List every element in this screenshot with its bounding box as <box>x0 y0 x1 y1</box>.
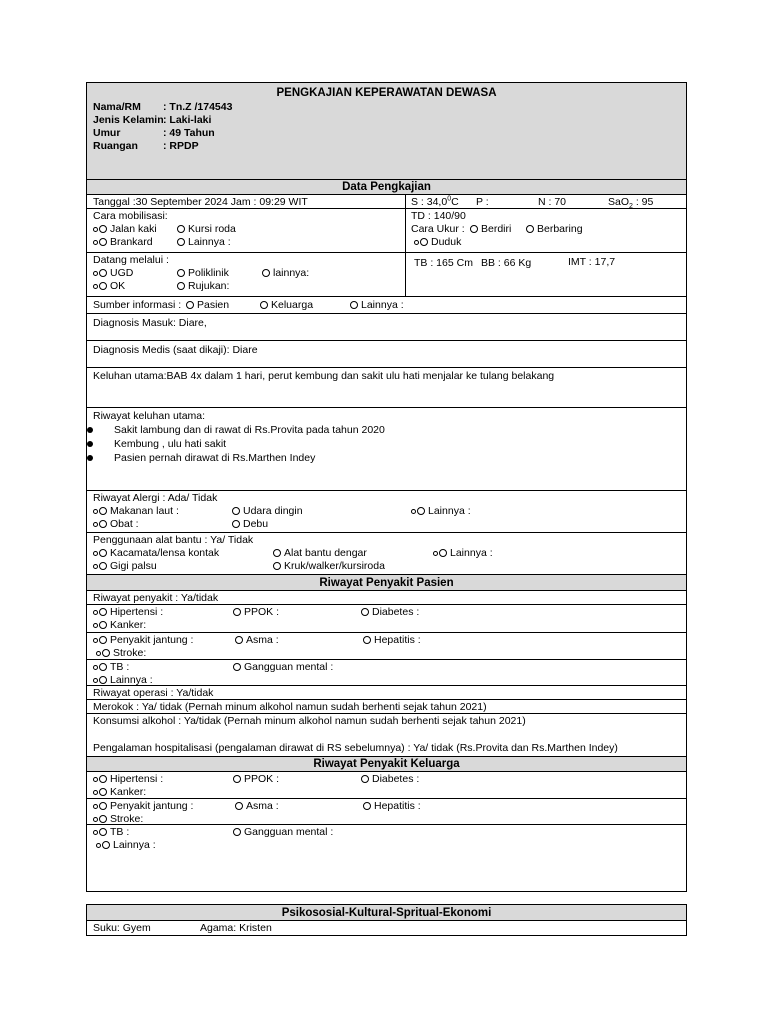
merokok: Merokok : Ya/ tidak (Pernah minum alkohol namun sudah berhenti sejak tahun 2021) <box>93 701 487 713</box>
option-kanker[interactable]: Kanker: <box>93 619 146 631</box>
section-header-riwayat-keluarga <box>87 757 686 772</box>
option-penyakit-jantung[interactable]: Penyakit jantung : <box>93 800 193 812</box>
option-brankard[interactable]: Brankard <box>93 236 153 248</box>
merokok-row <box>87 700 686 714</box>
radio-small-icon <box>93 564 98 569</box>
riwayat-keluhan-label: Riwayat keluhan utama: <box>93 410 206 422</box>
operasi-row <box>87 686 686 700</box>
keluhan-utama: Keluhan utama:BAB 4x dalam 1 hari, perut kembung dan sakit ulu hati menjalar ke tulang belakang <box>93 370 555 382</box>
radio-icon <box>273 549 281 557</box>
radio-icon <box>439 549 447 557</box>
nadi-value: N : 70 <box>538 196 567 208</box>
alergi-row <box>87 491 686 533</box>
option-tb[interactable]: TB : <box>93 826 129 838</box>
option-berdiri[interactable]: Berdiri <box>470 223 511 235</box>
field-value-jenis-kelamin: : Laki-laki <box>163 114 212 126</box>
radio-icon <box>177 238 185 246</box>
radio-icon <box>526 225 534 233</box>
option-lainnya-datang[interactable]: lainnya: <box>262 267 309 279</box>
alat-bantu-row <box>87 533 686 575</box>
section-header-riwayat-pasien <box>87 575 686 591</box>
radio-icon <box>99 636 107 644</box>
option-diabetes[interactable]: Diabetes : <box>361 773 419 785</box>
family-disease-row-3 <box>87 825 686 891</box>
psikososial-section <box>86 904 687 936</box>
option-poliklinik[interactable]: Poliklinik <box>177 267 229 279</box>
family-disease-row-1 <box>87 772 686 799</box>
radio-icon <box>99 549 107 557</box>
radio-small-icon <box>93 817 98 822</box>
radio-icon <box>260 301 268 309</box>
option-pasien[interactable]: Pasien <box>186 299 229 311</box>
radio-small-icon <box>96 843 101 848</box>
diagnosis-masuk: Diagnosis Masuk: Diare, <box>93 317 207 329</box>
radio-icon <box>99 562 107 570</box>
radio-small-icon <box>93 638 98 643</box>
patient-header <box>87 83 686 180</box>
radio-icon <box>417 507 425 515</box>
radio-small-icon <box>93 830 98 835</box>
option-kacamata[interactable]: Kacamata/lensa kontak <box>93 547 219 559</box>
radio-small-icon <box>93 284 98 289</box>
section-title: Data Pengkajian <box>342 181 431 193</box>
radio-small-icon <box>93 665 98 670</box>
radio-small-icon <box>411 509 416 514</box>
tanggal-jam: Tanggal :30 September 2024 Jam : 09:29 WIT <box>93 196 308 208</box>
disease-row-3 <box>87 660 686 686</box>
option-kanker[interactable]: Kanker: <box>93 786 146 798</box>
option-jalan-kaki[interactable]: Jalan kaki <box>93 223 157 235</box>
assessment-form <box>86 82 687 892</box>
family-disease-row-2 <box>87 799 686 825</box>
field-label-ruangan: Ruangan <box>93 140 138 152</box>
option-lainnya-alat[interactable]: Lainnya : <box>433 547 493 559</box>
field-label-nama: Nama/RM <box>93 101 141 113</box>
option-diabetes[interactable]: Diabetes : <box>361 606 419 618</box>
disease-row-2 <box>87 633 686 660</box>
radio-small-icon <box>93 227 98 232</box>
radio-icon <box>262 269 270 277</box>
option-rujukan[interactable]: Rujukan: <box>177 280 229 292</box>
option-obat[interactable]: Obat : <box>93 518 139 530</box>
radio-icon <box>233 775 241 783</box>
radio-icon <box>99 621 107 629</box>
section-title: Psikososial-Kultural-Spritual-Ekonomi <box>281 907 492 919</box>
alat-bantu-label: Penggunaan alat bantu : Ya/ Tidak <box>93 534 254 546</box>
radio-small-icon <box>93 804 98 809</box>
option-keluarga[interactable]: Keluarga <box>260 299 313 311</box>
sumber-row <box>87 297 686 314</box>
konsumsi-alkohol: Konsumsi alkohol : Ya/tidak (Pernah minum alkohol namun sudah berhenti sejak tahun 2021) <box>93 715 526 727</box>
radio-icon <box>99 676 107 684</box>
section-title: Riwayat Penyakit Pasien <box>319 577 454 589</box>
radio-icon <box>363 802 371 810</box>
radio-icon <box>361 775 369 783</box>
radio-icon <box>177 269 185 277</box>
riwayat-keluhan-row <box>87 408 686 491</box>
cara-ukur-label: Cara Ukur : <box>411 223 465 235</box>
riwayat-item: Sakit lambung dan di rawat di Rs.Provita pada tahun 2020 <box>114 424 385 436</box>
radio-icon <box>470 225 478 233</box>
radio-icon <box>99 238 107 246</box>
radio-small-icon <box>93 777 98 782</box>
tb-value: TB : 165 Cm <box>414 257 473 269</box>
radio-small-icon <box>93 509 98 514</box>
riwayat-item: Kembung , ulu hati sakit <box>114 438 227 450</box>
option-hepatitis[interactable]: Hepatitis : <box>363 800 421 812</box>
radio-small-icon <box>96 651 101 656</box>
diagnosis-medis: Diagnosis Medis (saat dikaji): Diare <box>93 344 258 356</box>
option-ppok[interactable]: PPOK : <box>233 606 279 618</box>
field-label-umur: Umur <box>93 127 121 139</box>
option-udara-dingin[interactable]: Udara dingin <box>232 505 303 517</box>
radio-small-icon <box>414 240 419 245</box>
option-gangguan-mental[interactable]: Gangguan mental : <box>233 661 333 673</box>
radio-small-icon <box>93 790 98 795</box>
radio-icon <box>350 301 358 309</box>
radio-icon <box>235 636 243 644</box>
radio-icon <box>99 815 107 823</box>
sumber-label: Sumber informasi : <box>93 299 182 311</box>
radio-icon <box>99 663 107 671</box>
radio-small-icon <box>433 551 438 556</box>
radio-icon <box>233 663 241 671</box>
option-lainnya-sumber[interactable]: Lainnya : <box>350 299 404 311</box>
radio-icon <box>361 608 369 616</box>
suku: Suku: Gyem <box>93 922 151 934</box>
radio-icon <box>363 636 371 644</box>
riwayat-operasi: Riwayat operasi : Ya/tidak <box>93 687 214 699</box>
option-tb[interactable]: TB : <box>93 661 129 673</box>
section-header-psikososial <box>87 905 686 921</box>
radio-small-icon <box>93 678 98 683</box>
radio-icon <box>232 507 240 515</box>
option-lainnya[interactable]: Lainnya : <box>177 236 231 248</box>
option-gigi-palsu[interactable]: Gigi palsu <box>93 560 157 572</box>
option-ok[interactable]: OK <box>93 280 125 292</box>
option-penyakit-jantung[interactable]: Penyakit jantung : <box>93 634 193 646</box>
section-title: Riwayat Penyakit Keluarga <box>313 758 460 770</box>
radio-icon <box>186 301 194 309</box>
radio-icon <box>99 225 107 233</box>
radio-small-icon <box>93 623 98 628</box>
radio-icon <box>99 520 107 528</box>
bullet-icon <box>87 455 93 461</box>
suhu-value: S : 34,0$^0$C <box>411 195 459 208</box>
alergi-label: Riwayat Alergi : Ada/ Tidak <box>93 492 218 504</box>
form-title: PENGKAJIAN KEPERAWATAN DEWASA <box>276 87 497 99</box>
radio-icon <box>233 608 241 616</box>
field-value-umur: : 49 Tahun <box>163 127 215 139</box>
datang-row <box>87 253 686 297</box>
bullet-icon <box>87 427 93 433</box>
option-hipertensi[interactable]: Hipertensi : <box>93 773 163 785</box>
option-lainnya-penyakit[interactable]: Lainnya : <box>93 674 153 686</box>
hospitalisasi: Pengalaman hospitalisasi (pengalaman dirawat di RS sebelumnya) : Ya/ tidak (Rs.Provita dan Rs.Marthen Indey) <box>93 742 618 754</box>
option-duduk[interactable]: Duduk <box>414 236 461 248</box>
radio-icon <box>177 282 185 290</box>
disease-row-1 <box>87 605 686 633</box>
radio-icon <box>99 788 107 796</box>
tanggal-row <box>87 195 686 209</box>
field-label-jenis-kelamin: Jenis Kelamin <box>93 114 164 126</box>
diagnosis-medis-row <box>87 341 686 368</box>
keluhan-utama-row <box>87 368 686 408</box>
riwayat-penyakit-label: Riwayat penyakit : Ya/tidak <box>93 592 219 604</box>
radio-icon <box>99 507 107 515</box>
riwayat-item: Pasien pernah dirawat di Rs.Marthen Indey <box>114 452 316 464</box>
diagnosis-masuk-row <box>87 314 686 341</box>
pulse-label: P : <box>476 196 489 208</box>
field-value-ruangan: : RPDP <box>163 140 199 152</box>
datang-label: Datang melalui : <box>93 254 169 266</box>
radio-icon <box>233 828 241 836</box>
bb-value: BB : 66 Kg <box>481 257 532 269</box>
radio-small-icon <box>93 240 98 245</box>
radio-icon <box>99 269 107 277</box>
bullet-icon <box>87 441 93 447</box>
option-ugd[interactable]: UGD <box>93 267 133 279</box>
agama: Agama: Kristen <box>200 922 272 934</box>
option-ppok[interactable]: PPOK : <box>233 773 279 785</box>
alkohol-hospitalisasi-row <box>87 714 686 757</box>
option-kruk[interactable]: Kruk/walker/kursiroda <box>273 560 385 572</box>
radio-icon <box>102 649 110 657</box>
radio-icon <box>99 828 107 836</box>
imt-value: IMT : 17,7 <box>568 256 616 268</box>
radio-small-icon <box>93 610 98 615</box>
option-hipertensi[interactable]: Hipertensi : <box>93 606 163 618</box>
field-value-nama: : Tn.Z /174543 <box>163 101 233 113</box>
riwayat-penyakit-row <box>87 591 686 605</box>
option-lainnya-keluarga[interactable]: Lainnya : <box>96 839 156 851</box>
mobilisasi-row <box>87 209 686 253</box>
radio-icon <box>232 520 240 528</box>
radio-small-icon <box>93 271 98 276</box>
radio-icon <box>102 841 110 849</box>
radio-icon <box>273 562 281 570</box>
option-alat-bantu-dengar[interactable]: Alat bantu dengar <box>273 547 367 559</box>
mobilisasi-label: Cara mobilisasi: <box>93 210 168 222</box>
option-hepatitis[interactable]: Hepatitis : <box>363 634 421 646</box>
option-stroke[interactable]: Stroke: <box>96 647 146 659</box>
radio-icon <box>99 775 107 783</box>
radio-icon <box>177 225 185 233</box>
section-header-data-pengkajian <box>87 180 686 195</box>
radio-icon <box>99 608 107 616</box>
radio-icon <box>420 238 428 246</box>
option-gangguan-mental[interactable]: Gangguan mental : <box>233 826 333 838</box>
option-debu[interactable]: Debu <box>232 518 268 530</box>
option-lainnya-alergi[interactable]: Lainnya : <box>411 505 471 517</box>
option-makanan-laut[interactable]: Makanan laut : <box>93 505 179 517</box>
option-asma[interactable]: Asma : <box>235 634 279 646</box>
radio-icon <box>99 802 107 810</box>
option-asma[interactable]: Asma : <box>235 800 279 812</box>
td-value: TD : 140/90 <box>411 210 466 222</box>
radio-small-icon <box>93 551 98 556</box>
radio-icon <box>235 802 243 810</box>
option-berbaring[interactable]: Berbaring <box>526 223 583 235</box>
option-stroke[interactable]: Stroke: <box>93 813 143 825</box>
sao2-value: SaO$_2$ : 95 <box>608 196 654 211</box>
radio-small-icon <box>93 522 98 527</box>
radio-icon <box>99 282 107 290</box>
option-kursi-roda[interactable]: Kursi roda <box>177 223 236 235</box>
